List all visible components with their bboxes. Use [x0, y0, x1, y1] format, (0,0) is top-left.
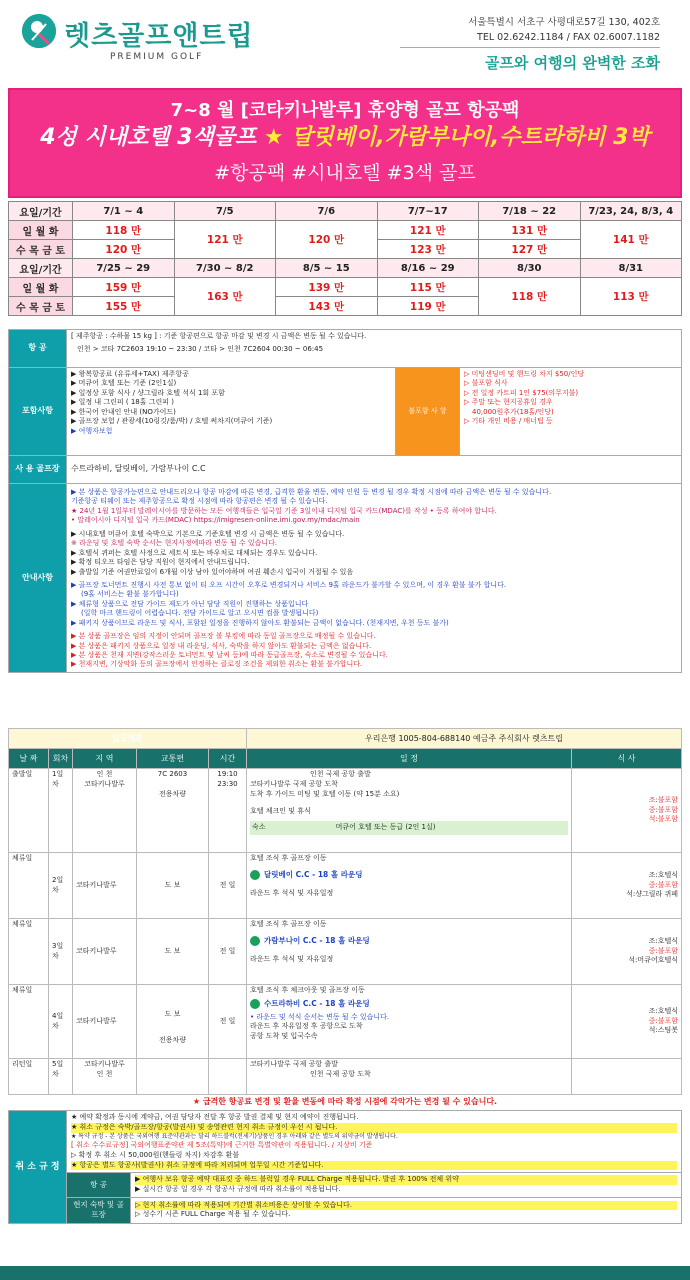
- price-cell: 120 만: [276, 221, 378, 259]
- brand-name: 렛츠골프앤트립: [64, 21, 254, 52]
- footer-bar: [0, 1266, 690, 1280]
- air-info: [ 제주항공 : 수하물 15 kg ] : 기준 항공편으로 항공 마감 및 변경 시 금액은 변동 될 수 있습니다. 인천 > 코타 7C2603 19:10 ~ 23:30 / 코타 > 인천 7C2604 00:30 ~ 06:45: [67, 330, 682, 368]
- day3-schedule: 호텔 조식 후 골프장 이동 가람부나이 C.C - 18 홀 라운딩 라운드 후 석식 및 자유일정: [247, 919, 572, 985]
- slogan: 골프와 여행의 완벽한 조화: [484, 54, 660, 72]
- cancel-policy-table: 취 소 규 정 ★ 예약 확정과 동시에 계약금, 여권 담당자 전달 후 항공 발권 결제 및 현지 예약이 진행됩니다. ★ 취소 규정은 숙박/골프장/항공(발권사) 및 송영관련 현지 취소 규정이 우선 시 됩니다. ★ 특약 규정 - 본 상품은 국외여행 표준약관과는 달리 하드블럭(전세기)상품인 경우 아래와 같은 별도의 위약금이 발생됩니다. [ 취소 수수료규정] 국외여행표준약관 제 5조(특약)에 근거한 특별약관이 적용됩니다. / 지상비 기준 ▷ 확정 후 취소 시 50,000원(핸들링 차지) 차감후 환불 ★ 항공은 별도 항공사(발권사) 취소 규정에 따라 처리되며 업무일 시간 기준입니다. 항 공 ▶ 여행사 보유 항공 예약 대표킷 중 하드 블럭일 경우 FULL Charge 적용됩니다. 발권 후 100% 전체 위약 ▶ 실시간 항공 일 경우 각 항공사 규정에 따라 취소률이 적용됩니다. 현지 숙박 및 골프장 ▷ 현지 취소률에 따라 적용되며 기간별 취소비용은 상이할 수 있습니다. ▷ 성수기 시즌 FULL Charge 적용 될 수 있습니다.: [8, 1110, 682, 1224]
- price-cell: 141 만: [580, 221, 682, 259]
- price-cell: 118 만: [73, 221, 175, 240]
- price-cell: 121 만: [377, 221, 479, 240]
- notice-list: ▶ 본 상품은 항공가능편으로 안내드리오나 항공 마감에 따른 변경, 급격한 환율 변동, 예약 인원 등 변경 될 경우 확정 시점에 따라 금액은 변동 될 수 있습니다. 기준항공 티웨이 또는 제주항공으로 확정 시점에 따라 항공편은 변경 될 수 있습니다. ★ 24년 1월 1일부터 말레이시아를 방문하는 모든 여행객들은 입국일 기준 3일이내 디지털 입국 카드(MDAC)를 작성 • 등록 하여야 합니다. • 말레이시아 디지털 입국 카드(MDAC) https://imigresen-online.imi.gov.my/mdac/main ▶ 시내호텔 머큐어 호텔 숙박으로 기본으로 기준호텔 변경 시 금액은 변동 될 수 있습니다. ※ 라운딩 및 호텔 숙박 순서는 현지사정에따라 변동 될 수 있습니다. ▶ 호텔식 퀴퍼는 호텔 사정으로 세트식 또는 바우처로 대체되는 경우도 있습니다. ▶ 확정 티오프 타임은 담당 직원이 현지에서 안내드립니다. ▶ 출발일 기준 여권만료일이 6개월 이상 남아 있어야하며 여권 훼손시 입국이 거절될 수 있음 ▶ 골프장 토너먼트 진행시 사전 통보 없이 티 오프 시간이 오후로 변경되거나 서비스 9홀 라운드가 불가할 수 있으며, 이 경우 환불 불가 합니다. (9홀 서비스는 환불 불가합니다) ▶ 체류형 상품으로 전담 가이드 제도가 아닌 담당 직원이 진행하는 상품입니다 (일학 마크 핸드링이 어렵습니다. 전담 가이드로 알고 오시면 컴플 발생됩니다) ▶ 패키지 상품이므로 라운드 및 식사, 포함된 일정을 진행하지 않아도 환불되는 금액이 없습니다. (천재지변, 우천 등도 불가) ▶ 본 상품 골프장은 임의 지정이 안되며 골프장 볼 부킹에 따라 동일 골프장으로 배정될 수 있습니다. ▶ 본 상품은 패키지 상품으로 일정 내 라운딩, 식사, 숙박을 하지 않아도 환불되는 금액은 없습니다. ▶ 본 상품은 천재 지변(강작스러운 토너먼트 및 날씨 등)에 따라 동급골프장, 숙소로 변경될 수 있습니다. ▶ 천재지변, 기상악화 등의 골프장에서 인정하는 클로징 조건을 제외한 취소는 환불 불가합니다.: [67, 484, 682, 673]
- itinerary-table: 입금계좌 우리은행 1005-804-688140 예금주 주식회사 렛츠트립 날 짜 회차 지 역 교통편 시간 일 정 식 사 출발일 1일차 인 천 코타키나발루 7C 2603 전용차량 19:10 23:30 인천 국제 공항 출발 코타키나발루 국제 공항 도착 도착 후 가이드 미팅 및 호텔 이동 (약 15분 소요) 호텔 체크인 및 휴식 숙소 머큐어 호텔 또는 동급 (2인 1실) 조:불포함 중:불포함 석:불포함 체류일 2일차 코타키나발루 도 보 전 일 호텔 조식 후 골프장 이동 달릿베이 C.C - 18 홀 라운딩 라운드 후 석식 및 자유일정 조:호텔식 중:불포함 석:샹그릴라 퀴페 체류일 3일차 코타키나발루 도 보 전 일 호텔 조식 후 골프장 이동 가람부나이 C.C - 18 홀 라운딩 라운드 후 석식 및 자유일정 조:호텔식 중:불포함 석:머큐어호텔식 체류일 4일차 코타키나발루 도 보 전용차량 전 일 호텔 조식 후 체크아웃 및 골프장 이동 수트라하비 C.C - 18 홀 라운딩 • 라운드 및 석식 순서는 변동 될 수 있습니다. 라운드 후 자유일정 후 공항으로 도착 공항 도착 및 입국수속 조:호텔식 중:불포함 석:스팀봇 리턴일 5일차 코타키나발루 인 천 코타키나발루 국제 공항 출발 인천 국제 공항 도착: [8, 728, 682, 1095]
- divider: [400, 47, 660, 48]
- day2-schedule: 호텔 조식 후 골프장 이동 달릿베이 C.C - 18 홀 라운딩 라운드 후 석식 및 자유일정: [247, 853, 572, 919]
- golf-courses: 수트라하비, 달릿베이, 가람부나이 C.C: [67, 456, 682, 484]
- bank-account: 우리은행 1005-804-688140 예금주 주식회사 렛츠트립: [247, 729, 682, 749]
- golf-logo-icon: [22, 14, 56, 48]
- warning-notice: ★ 급격한 항공료 변경 및 환율 변동에 따라 확정 시점에 각악가는 변경 될 수 있습니다.: [192, 1097, 498, 1106]
- info-table: 항 공 [ 제주항공 : 수하물 15 kg ] : 기준 항공편으로 항공 마감 및 변경 시 금액은 변동 될 수 있습니다. 인천 > 코타 7C2603 19:10 ~ 23:30 / 코타 > 인천 7C2604 00:30 ~ 06:45 포함사항 ▶ 왕복항공료 (유류세+TAX) 제주항공 ▶ 머큐어 호텔 또는 기준 (2인1실) ▶ 일정상 포함 식사 / 샹그릴라 호텔 석식 1회 포함 ▶ 일정 내 그린피 ( 18홀 그린피 ) ▶ 한국어 안내인 안내 (NO가이드) ▶ 골프장 보험 / 관광세(10링깃/룸/박) / 호텔 써차지(머큐어 기준) ▶ 여행자보험 불포함 사 항 ▷ 미팅샌딩비 및 핸드링 차지 $50/인당 ▷ 불포함 식사 ▷ 전 일정 카트피 1인 $75(의무지불) ▷ 주말 또는 현지공휴일 경우 40,000원추가(18홀/인당) ▷ 기타 개인 비용 / 매너팁 등 사 용 골프장 수트라하비, 달릿베이, 가람부나이 C.C 안내사항 ▶ 본 상품은 항공가능편으로 안내드리오나 항공 마감에 따른 변경, 급격한 환율 변동, 예약 인원 등 변경 될 경우 확정 시점에 따라 금액은 변동 될 수 있습니다. 기준항공 티웨이 또는 제주항공으로 확정 시점에 따라 항공편은 변경 될 수 있습니다. ★ 24년 1월 1일부터 말레이시아를 방문하는 모든 여행객들은 입국일 기준 3일이내 디지털 입국 카드(MDAC)를 작성 • 등록 하여야 합니다. • 말레이시아 디지털 입국 카드(MDAC) https://imigresen-online.imi.gov.my/mdac/main ▶ 시내호텔 머큐어 호텔 숙박으로 기본으로 기준호텔 변경 시 금액은 변동 될 수 있습니다. ※ 라운딩 및 호텔 숙박 순서는 현지사정에따라 변동 될 수 있습니다. ▶ 호텔식 퀴퍼는 호텔 사정으로 세트식 또는 바우처로 대체되는 경우도 있습니다. ▶ 확정 티오프 타임은 담당 직원이 현지에서 안내드립니다. ▶ 출발일 기준 여권만료일이 6개월 이상 남아 있어야하며 여권 훼손시 입국이 거절될 수 있음 ▶ 골프장 토너먼트 진행시 사전 통보 없이 티 오프 시간이 오후로 변경되거나 서비스 9홀 라운드가 불가할 수 있으며, 이 경우 환불 불가 합니다. (9홀 서비스는 환불 불가합니다) ▶ 체류형 상품으로 전담 가이드 제도가 아닌 담당 직원이 진행하는 상품입니다 (일학 마크 핸드링이 어렵습니다. 전담 가이드로 알고 오시면 컴플 발생됩니다) ▶ 패키지 상품이므로 라운드 및 식사, 포함된 일정을 진행하지 않아도 환불되는 금액이 없습니다. (천재지변, 우천 등도 불가) ▶ 본 상품 골프장은 임의 지정이 안되며 골프장 볼 부킹에 따라 동일 골프장으로 배정될 수 있습니다. ▶ 본 상품은 패키지 상품으로 일정 내 라운딩, 식사, 숙박을 하지 않아도 환불되는 금액은 없습니다. ▶ 본 상품은 천재 지변(강작스러운 토너먼트 및 날씨 등)에 따라 동급골프장, 숙소로 변경될 수 있습니다. ▶ 천재지변, 기상악화 등의 골프장에서 인정하는 클로징 조건을 제외한 취소는 환불 불가합니다.: [8, 329, 682, 673]
- day4-schedule: 호텔 조식 후 체크아웃 및 골프장 이동 수트라하비 C.C - 18 홀 라운딩 • 라운드 및 석식 순서는 변동 될 수 있습니다. 라운드 후 자유일정 후 공항으로 도착 공항 도착 및 입국수속: [247, 985, 572, 1059]
- day5-schedule: 코타키나발루 국제 공항 출발 인천 국제 공항 도착: [247, 1059, 572, 1095]
- banner-line1: 7~8 월 [코타키나발루] 휴양형 골프 항공팩: [170, 100, 520, 121]
- price-cell: 131 만: [479, 221, 581, 240]
- golf-flag-icon: [250, 936, 260, 946]
- price-cell: 121 만: [174, 221, 276, 259]
- promo-banner: [8, 88, 682, 198]
- row-label: 요일/기간: [9, 202, 73, 221]
- golf-flag-icon: [250, 870, 260, 880]
- day1-schedule: 인천 국제 공항 출발 코타키나발루 국제 공항 도착 도착 후 가이드 미팅 및 호텔 이동 (약 15분 소요) 호텔 체크인 및 휴식 숙소 머큐어 호텔 또는 동급 (2인 1실): [247, 769, 572, 853]
- tel-fax: TEL 02.6242.1184 / FAX 02.6007.1182: [477, 32, 660, 43]
- not-included-list: ▷ 미팅샌딩비 및 핸드링 차지 $50/인당 ▷ 불포함 식사 ▷ 전 일정 카트피 1인 $75(의무지불) ▷ 주말 또는 현지공휴일 경우 40,000원추가(18홀/인당) ▷ 기타 개인 비용 / 매너팁 등: [459, 368, 681, 456]
- address: 서울특별시 서초구 사평대로57길 130, 402호: [468, 17, 660, 28]
- banner-line2: 4성 시내호텔 3색골프 ★ 달릿베이,가람부나이,수트라하비 3박: [40, 125, 650, 150]
- included-list: ▶ 왕복항공료 (유류세+TAX) 제주항공 ▶ 머큐어 호텔 또는 기준 (2인1실) ▶ 일정상 포함 식사 / 샹그릴라 호텔 석식 1회 포함 ▶ 일정 내 그린피 ( 18홀 그린피 ) ▶ 한국어 안내인 안내 (NO가이드) ▶ 골프장 보험 / 관광세(10링깃/룸/박) / 호텔 써차지(머큐어 기준) ▶ 여행자보험: [67, 368, 396, 456]
- header: [0, 0, 690, 80]
- brand-subtitle: PREMIUM GOLF: [110, 52, 204, 62]
- golf-flag-icon: [250, 999, 260, 1009]
- price-table: 요일/기간 7/1 ~ 4 7/5 7/6 7/7~17 7/18 ~ 22 7/23, 24, 8/3, 4 일 월 화 118 만 121 만 120 만 121 만 131 만 141 만 수 목 금 토 120 만 123 만 127 만 요일/기간 7/25 ~ 29 7/30 ~ 8/2 8/5 ~ 15 8/16 ~ 29 8/30 8/31 일 월 화 159 만 163 만 139 만 115 만 118 만 113 만 수 목 금 토 155 만 143 만 119 만: [8, 201, 682, 316]
- banner-hashtags: #항공팩 #시내호텔 #3색 골프: [214, 162, 476, 184]
